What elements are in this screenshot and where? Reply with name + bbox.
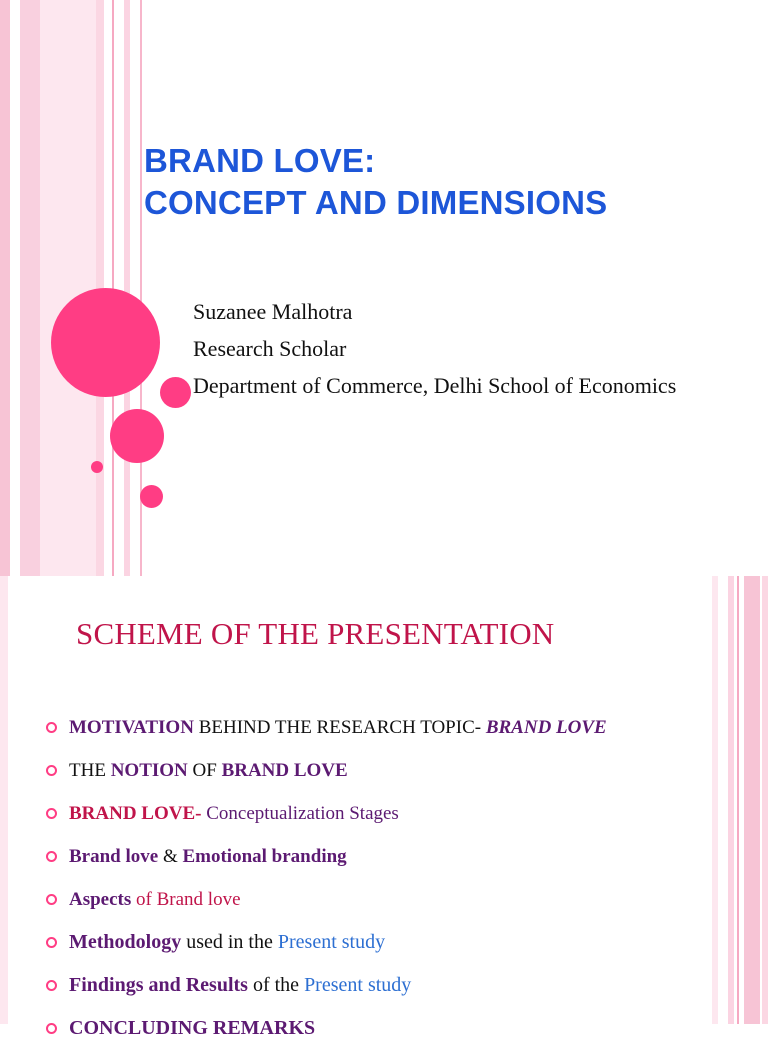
bullet-circle-icon <box>46 808 57 819</box>
bullet-text: & <box>158 846 183 867</box>
decor-circle-medium <box>110 409 164 463</box>
bullet-text: Present study <box>277 931 386 953</box>
bullet-text: Conceptualization Stages <box>201 803 399 824</box>
decor-stripe <box>0 0 10 576</box>
decor-circle-large <box>51 288 160 397</box>
bullet-text: of Brand love <box>131 889 241 910</box>
bullet-text: MOTIVATION <box>69 717 194 738</box>
list-item <box>44 884 644 915</box>
bullet-text: used in the <box>181 931 278 953</box>
decor-stripe <box>737 576 739 1024</box>
agenda-list <box>44 712 644 1056</box>
list-item <box>44 798 644 829</box>
bullet-circle-icon <box>46 722 57 733</box>
bullet-text: BRAND LOVE <box>221 760 348 781</box>
title-line-2: CONCEPT AND DIMENSIONS <box>144 184 608 221</box>
list-item <box>44 970 644 1001</box>
decor-stripe <box>728 576 734 1024</box>
decor-stripe <box>744 576 760 1024</box>
bullet-text: BRAND LOVE <box>485 717 607 738</box>
list-item <box>44 927 644 958</box>
decor-circle-small <box>140 485 163 508</box>
decor-stripe <box>20 0 40 576</box>
bullet-text: BRAND LOVE- <box>69 803 202 824</box>
bullet-text: BEHIND THE RESEARCH TOPIC- <box>193 717 486 738</box>
bullet-text: Emotional branding <box>182 846 347 867</box>
author-role: Research Scholar <box>193 336 347 361</box>
bullet-text: Findings and Results <box>69 974 248 996</box>
bullet-text: Aspects <box>69 889 132 910</box>
list-item <box>44 755 644 786</box>
decor-circle-tiny <box>91 461 103 473</box>
bullet-circle-icon <box>46 980 57 991</box>
decor-stripe <box>40 0 96 576</box>
bullet-text: Methodology <box>69 931 182 953</box>
list-item <box>44 841 644 872</box>
list-item <box>44 712 644 743</box>
bullet-circle-icon <box>46 1023 57 1034</box>
bullet-text: Present study <box>304 974 412 996</box>
slide-title <box>144 140 764 224</box>
decor-stripe <box>124 0 130 576</box>
decor-stripe <box>10 0 20 576</box>
author-block <box>193 297 713 408</box>
author-department: Department of Commerce, Delhi School of Economics <box>193 373 677 398</box>
bullet-text: THE <box>69 760 111 781</box>
decor-stripe <box>0 576 8 1024</box>
bullet-text: CONCLUDING REMARKS <box>69 1017 316 1039</box>
title-line-1: BRAND LOVE: <box>144 142 376 179</box>
decor-stripe <box>762 576 768 1024</box>
decor-circle-small <box>160 377 191 408</box>
bullet-text: NOTION <box>110 760 188 781</box>
bullet-text: Brand love <box>69 846 159 867</box>
bullet-text: OF <box>187 760 222 781</box>
bullet-circle-icon <box>46 937 57 948</box>
agenda-heading: SCHEME OF THE PRESENTATION <box>76 616 555 651</box>
author-name: Suzanee Malhotra <box>193 299 353 324</box>
list-item <box>44 1013 644 1044</box>
decor-stripe <box>712 576 718 1024</box>
bullet-text: of the <box>247 974 305 996</box>
bullet-circle-icon <box>46 894 57 905</box>
bullet-circle-icon <box>46 765 57 776</box>
bullet-circle-icon <box>46 851 57 862</box>
